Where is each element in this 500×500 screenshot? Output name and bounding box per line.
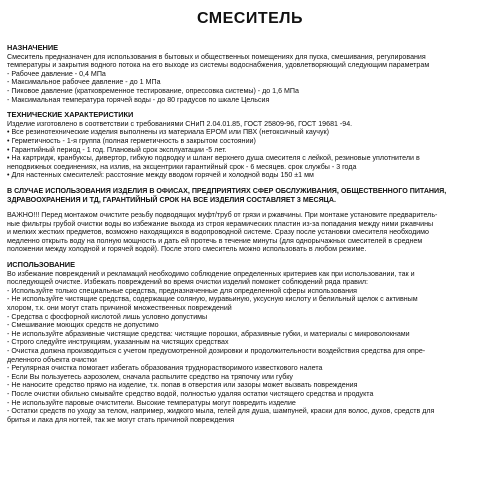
office-warranty-notice xyxy=(7,187,493,204)
text-line: - Смешивание моющих средств не допустимо xyxy=(7,321,159,330)
text-line: ные фильтры грубой очистки воды во избежание выхода из строя керамических пластин из-за попадания между ними ржавчины xyxy=(7,219,434,228)
text-line: - Строго следуйте инструкциям, указанным на чистящих средствах xyxy=(7,338,229,347)
notice-line: ЗДРАВООХРАНЕНИЯ И ТД, ГАРАНТИЙНЫЙ СРОК НА ВСЕ ИЗДЕЛИЯ СОСТАВЛЯЕТ 3 МЕСЯЦА. xyxy=(7,195,336,204)
text-line: • Все резинотехнические изделия выполнены из материала EPOM или ПВХ (нетоксичный каучук) xyxy=(7,128,329,137)
text-line: Во избежание повреждений и рекламаций необходимо соблюдение определенных критериев как при использовании, так и xyxy=(7,269,415,278)
text-line: положении между холодной и горячей водой). После этого смеситель можно использовать в любом режиме. xyxy=(7,245,367,254)
text-line: - Средства с фосфорной кислотой лишь условно допустимы xyxy=(7,312,208,321)
text-line: - Не используйте паровые очистители. Высокие температуры могут повредить изделие xyxy=(7,398,296,407)
section-heading-purpose: НАЗНАЧЕНИЕ xyxy=(7,43,59,52)
text-line: - Используйте только специальные средства, предназначенные для определенной сферы использования xyxy=(7,286,357,295)
text-line: • На картридж, кранбуксы, дивертор, гибкую подводку и шланг верхнего душа смесителя с лейкой, резиновые уплотнители в xyxy=(7,154,420,163)
document-title: СМЕСИТЕЛЬ xyxy=(196,10,304,27)
text-line: - Рабочее давление - 0,4 МПа xyxy=(7,69,106,78)
text-line: бритья и лака для ногтей, так же могут стать причиной повреждения xyxy=(7,415,235,424)
text-line: - Очистка должна производиться с учетом предусмотренной дозировки и продолжительности воздействия средства для опре- xyxy=(7,347,426,355)
text-line: - Если Вы пользуетесь аэрозолем, сначала распылите средство на тряпочку или губку xyxy=(7,372,293,381)
text-line: неподвижных соединениях, на излив, на эксцентрики гарантийный срок - 6 месяцев. срок службы - 3 года xyxy=(7,162,357,171)
text-line: последующей очистке. Избежать повреждений во время очистки изделий поможет соблюдений ряда правил: xyxy=(7,278,369,287)
purpose-text xyxy=(7,53,493,105)
text-line: - Не используйте абразивные чистящие средства: чистящие порошки, абразивные губки, и материалы с микроволокнами xyxy=(7,329,410,338)
section-heading-specs: ТЕХНИЧЕСКИЕ ХАРАКТЕРИСТИКИ xyxy=(7,110,134,120)
text-line: деленного объекта очистки xyxy=(7,355,97,364)
text-line: Изделие изготовлено в соответствии с требованиями СНиП 2.04.01.85, ГОСТ 25809-96, ГОСТ 19681 -94. xyxy=(7,119,353,128)
text-line: - Не используйте чистящие средства, содержащие соляную, муравьиную, уксусную кислоту и белильный щелок с активным xyxy=(7,295,418,304)
text-line: медленно открыть воду на полную мощность и дать ей протечь в течение минуты (для однорычажных смесителей в среднем xyxy=(7,236,423,245)
text-line: ВАЖНО!!! Перед монтажом очистите резьбу подводящих муфт/труб от грязи и ржавчины. При монтаже установите предваритель- xyxy=(7,211,438,220)
text-line: - Не наносите средство прямо на изделие, т.к. попав в отверстия или зазоры может вызвать повреждения xyxy=(7,381,358,390)
usage-text xyxy=(7,270,493,425)
text-line: Смеситель предназначен для использования в бытовых и общественных помещениях для пуска, смешивания, регулирования xyxy=(7,52,426,61)
notice-line: В СЛУЧАЕ ИСПОЛЬЗОВАНИЯ ИЗДЕЛИЯ В ОФИСАХ, ПРЕДПРИЯТИЯХ СФЕР ОБСЛУЖИВАНИЯ, ОБЩЕСТВЕННОГО ПИТАНИЯ, xyxy=(7,186,447,195)
important-notice xyxy=(7,211,493,254)
section-heading-usage: ИСПОЛЬЗОВАНИЕ xyxy=(7,260,76,270)
text-line: и мелких жестких предметов, возможно находящихся в водопроводной системе. Сразу после установки смесителя необходимо xyxy=(7,228,430,237)
text-line: • Герметичность - 1-я группа (полная герметичность в закрытом состоянии) xyxy=(7,136,256,145)
specs-text xyxy=(7,120,493,180)
text-line: - После очистки обильно смывайте средство водой, полностью удаляя остатки чистящего средства и продукта xyxy=(7,389,374,398)
text-line: - Пиковое давление (кратковременное тестирование, опрессовка системы) - до 1,6 МПа xyxy=(7,86,299,95)
text-line: - Регулярная очистка помогает избегать образования труднорастворимого известкового налета xyxy=(7,364,323,373)
text-line: температуры и закрытия водного потока на его выходе из системы водоснабжения, удовлетворяющий следующим параметрам xyxy=(7,61,430,70)
text-line: - Максимальное рабочее давление - до 1 МПа xyxy=(7,78,161,87)
text-line: - Остатки средств по уходу за телом, например, жидкого мыла, гелей для душа, шампуней, краски для волос, духов, средств для xyxy=(7,407,435,416)
text-line: • Гарантийный период - 1 год. Плановый срок эксплуатации -5 лет. xyxy=(7,145,227,154)
text-line: хлором, т.к. они могут стать причиной множественных повреждений xyxy=(7,304,232,313)
text-line: - Максимальная температура горячей воды - до 80 градусов по шкале Цельсия xyxy=(7,95,270,104)
text-line: • Для настенных смесителей: расстояние между вводом горячей и холодной воды 150 ±1 мм xyxy=(7,171,314,180)
